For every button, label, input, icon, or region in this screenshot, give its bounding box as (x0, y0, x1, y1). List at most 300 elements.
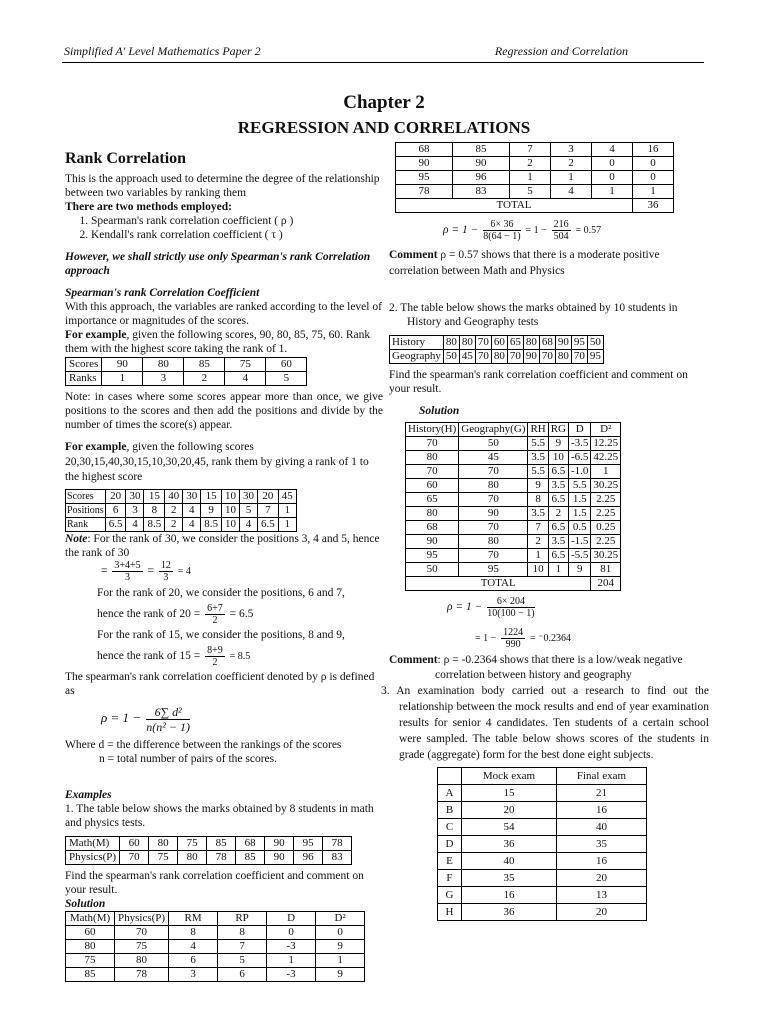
rank1cont-cell: 78 (396, 185, 453, 199)
rank2-cell: 1 (591, 465, 621, 479)
exam-cell: 20 (556, 870, 646, 887)
positions-table (65, 489, 297, 532)
rank1cont-cell: 0 (633, 171, 674, 185)
rank1-row (66, 954, 365, 968)
rank2-cell: -5.5 (569, 549, 591, 563)
score-cell: Scores (66, 358, 102, 372)
positions-cell: 7 (257, 504, 278, 518)
positions-cell: 8.5 (144, 518, 165, 532)
rank2-row (406, 507, 621, 521)
mathphys-cell: 75 (178, 837, 207, 851)
mathphys-cell: Math(M) (66, 837, 120, 851)
example2-text: For example, given the following scores 20,30,15,40,30,15,10,30,20,45, rank them by giving a rank of 1 to the highest score (65, 441, 369, 483)
rank1-cell: 1 (267, 954, 316, 968)
rank-cell: 1 (102, 372, 143, 386)
total-label: TOTAL (396, 199, 633, 213)
methods-list (65, 214, 383, 242)
rank1-cell: 85 (66, 968, 115, 982)
rank-cell: 4 (225, 372, 266, 386)
exam-cell: D (438, 836, 462, 853)
page-title: REGRESSION AND CORRELATIONS (237, 118, 531, 137)
section-heading: Rank Correlation (65, 150, 187, 167)
rank2-cell: 42.25 (591, 451, 621, 465)
rank2-cell: 5.5 (528, 437, 548, 451)
rank2-cell: 1.5 (569, 493, 591, 507)
rank2-cell: 3.5 (528, 507, 548, 521)
rank2-cell: 0.25 (591, 521, 621, 535)
rank2-cell: 50 (406, 563, 459, 577)
where-n: n = total number of pairs of the scores. (99, 753, 277, 765)
exam-cell: 15 (461, 785, 556, 802)
rank1cont-row (396, 185, 674, 199)
exam-header (438, 768, 462, 785)
rank1cont-cell: 16 (633, 143, 674, 157)
rank1cont-cell: 7 (510, 143, 551, 157)
rank1cont-cell: 2 (510, 157, 551, 171)
note-text: Note: in cases where some scores appear more than once, we give positions to the scores and then add the positions and divide by the number of times the score(s) appear. (65, 391, 383, 431)
score-cell: 60 (266, 358, 307, 372)
rank1cont-cell: 5 (510, 185, 551, 199)
rank1cont-cell: 90 (396, 157, 453, 171)
scores-ranks-table (65, 357, 307, 386)
rank2-cell: 70 (406, 437, 459, 451)
positions-cell: Scores (66, 490, 106, 504)
example1-text: For example, given the following scores, 90, 80, 85, 75, 60. Rank them with the highest score taking the rank of 1. (65, 329, 371, 355)
histgeo-cell: 70 (475, 350, 491, 364)
positions-cell: 2 (165, 504, 183, 518)
find1-text: Find the spearman's rank correlation coefficient and comment on your result. (65, 870, 364, 896)
rank1cont-cell: 1 (510, 171, 551, 185)
rank1cont-cell: 95 (396, 171, 453, 185)
exam-cell: H (438, 904, 462, 921)
rank2-cell: 95 (406, 549, 459, 563)
exam-cell: 16 (556, 853, 646, 870)
histgeo-cell: 95 (587, 350, 603, 364)
mathphys-cell: 60 (120, 837, 149, 851)
mathphys-cell: 75 (149, 851, 178, 865)
rank2-cell: 5.5 (569, 479, 591, 493)
histgeo-row (390, 350, 604, 364)
score-cell: 75 (225, 358, 266, 372)
rank2-row (406, 521, 621, 535)
positions-cell: 6.5 (105, 518, 126, 532)
rank2-cell: -3.5 (569, 437, 591, 451)
rank15-formula: hence the rank of 15 = $\frac{8+9}{2}$ = 8.5 (97, 644, 251, 668)
rank2-cell: 80 (459, 535, 528, 549)
rank2-cell: 65 (406, 493, 459, 507)
rank1cont-cell: 0 (592, 157, 633, 171)
rank-solution-table-1 (65, 911, 365, 982)
exam-cell: 16 (556, 802, 646, 819)
rank20-formula: hence the rank of 20 = $\frac{6+7}{2}$ = 6.5 (97, 602, 254, 626)
rank30-formula: = $\frac{3+4+5}{3}$ = $\frac{12}{3}$ = 4 (101, 560, 191, 583)
mathphys-cell: 90 (265, 837, 294, 851)
rank2-row (406, 437, 621, 451)
rank1-cell: 9 (316, 968, 365, 982)
rank1-cell: 78 (115, 968, 169, 982)
positions-cell: 30 (183, 490, 201, 504)
rank1-row (66, 926, 365, 940)
exam-cell: 20 (461, 802, 556, 819)
rank1cont-cell: 3 (551, 143, 592, 157)
rank1-cell: -3 (267, 940, 316, 954)
rank-header: Physics(P) (115, 912, 169, 926)
intro-text: This is the approach used to determine the degree of the relationship between two variables by ranking them (65, 173, 380, 199)
score-cell: 90 (102, 358, 143, 372)
positions-cell: 45 (278, 490, 296, 504)
exam-cell: C (438, 819, 462, 836)
rank2-cell: 3.5 (528, 451, 548, 465)
mathphys-row (66, 837, 352, 851)
rank2-cell: 6.5 (548, 493, 568, 507)
positions-cell: 40 (165, 490, 183, 504)
positions-cell: Positions (67, 505, 104, 516)
rank2-cell: -1.0 (569, 465, 591, 479)
rank2-cell: 70 (406, 465, 459, 479)
histgeo-cell: 95 (571, 336, 587, 350)
rank2-header: Geography(G) (459, 423, 528, 437)
method-spearman: 1. Spearman's rank correlation coefficient ( ρ ) (91, 214, 383, 228)
rank-header: D (267, 912, 316, 926)
positions-cell: 3 (126, 504, 144, 518)
positions-cell: 30 (126, 490, 144, 504)
rank1-cell: 9 (316, 940, 365, 954)
rank1cont-cell: 1 (592, 185, 633, 199)
comment1-text: Comment ρ = 0.57 shows that there is a moderate positive correlation between Math and Physics (389, 249, 660, 277)
histgeo-cell: 70 (571, 350, 587, 364)
rank2-row (406, 549, 621, 563)
exam-cell: 36 (461, 904, 556, 921)
rank2-cell: 95 (459, 563, 528, 577)
rank2-cell: 6.5 (548, 549, 568, 563)
histgeo-cell: 50 (443, 350, 459, 364)
histgeo-cell: 60 (491, 336, 507, 350)
positions-cell: 20 (257, 490, 278, 504)
positions-cell: 20 (105, 490, 126, 504)
positions-cell: 30 (239, 490, 257, 504)
rank2-header: D² (591, 423, 621, 437)
rank-header: RM (169, 912, 218, 926)
positions-cell: 2 (165, 518, 183, 532)
positions-cell: 4 (183, 518, 201, 532)
history-geography-table (389, 335, 604, 364)
rank1cont-cell: 90 (453, 157, 510, 171)
rank2-row (406, 465, 621, 479)
rank2-cell: 80 (459, 479, 528, 493)
rank2-cell: 2 (528, 535, 548, 549)
positions-row (66, 490, 297, 504)
rank2-cell: 2.25 (591, 507, 621, 521)
rank-solution-table-1-cont (395, 142, 674, 213)
exam-row (438, 870, 647, 887)
rank2-cell: 70 (459, 521, 528, 535)
positions-cell: 10 (221, 490, 239, 504)
rank1cont-cell: 1 (551, 171, 592, 185)
rank2-cell: 60 (406, 479, 459, 493)
rank1-row (66, 940, 365, 954)
rho2-formula-a: ρ = 1 − $\frac{6\times 204}{10(100 - 1)}$ (447, 595, 535, 619)
rank1cont-cell: 0 (633, 157, 674, 171)
rank2-cell: 6.5 (548, 465, 568, 479)
histgeo-cell: History (390, 336, 444, 350)
rank2-cell: 3.5 (548, 535, 568, 549)
positions-cell: 1 (278, 504, 296, 518)
rank1-cell: 70 (115, 926, 169, 940)
exam-cell: 40 (556, 819, 646, 836)
definition-text: The spearman's rank correlation coefficient denoted by ρ is defined as (65, 671, 375, 697)
method-kendall: 2. Kendall's rank correlation coefficient ( τ ) (91, 228, 383, 242)
rank2-cell: 9 (528, 479, 548, 493)
score-cell: 80 (143, 358, 184, 372)
chapter-label: Chapter 2 (343, 92, 425, 113)
positions-cell: 10 (221, 518, 239, 532)
positions-cell: Rank (66, 518, 106, 532)
histgeo-cell: 70 (507, 350, 523, 364)
rank2-cell: 9 (569, 563, 591, 577)
histgeo-cell: 80 (555, 350, 571, 364)
rank1-cell: 6 (169, 954, 218, 968)
rank2-cell: 81 (591, 563, 621, 577)
exam-row (438, 904, 647, 921)
mathphys-cell: 96 (294, 851, 323, 865)
positions-cell: 4 (126, 518, 144, 532)
exam-row (438, 785, 647, 802)
rank2-row (406, 535, 621, 549)
rank2-cell: 6.5 (548, 521, 568, 535)
rank-cell: 3 (143, 372, 184, 386)
rank2-header: RG (548, 423, 568, 437)
rank2-cell: 3.5 (548, 479, 568, 493)
note2-text: Note: For the rank of 30, we consider the positions 3, 4 and 5, hence the rank of 30 (65, 533, 380, 559)
rank1-cell: 0 (267, 926, 316, 940)
exam-cell: 36 (461, 836, 556, 853)
rank2-cell: 5.5 (528, 465, 548, 479)
rank20-text: For the rank of 20, we consider the positions, 6 and 7, (97, 587, 345, 599)
mathphys-cell: 95 (294, 837, 323, 851)
exam-results-table (437, 767, 647, 921)
question2: 2. The table below shows the marks obtained by 10 students in History and Geography tests (389, 302, 678, 328)
rank2-cell: 12.25 (591, 437, 621, 451)
rank-header: RP (218, 912, 267, 926)
histgeo-cell: 50 (587, 336, 603, 350)
left-column (65, 150, 383, 982)
rank1cont-cell: 0 (592, 171, 633, 185)
rank-header: D² (316, 912, 365, 926)
rank2-cell: 70 (459, 549, 528, 563)
mathphys-row (66, 851, 352, 865)
positions-row (66, 518, 297, 532)
spearman-formula: ρ = 1 − $\frac{\text{6∑ d²}}{\text{n(n² − 1)}}$ (101, 704, 190, 734)
rank2-cell: 80 (406, 507, 459, 521)
exam-cell: 16 (461, 887, 556, 904)
histgeo-cell: 80 (523, 336, 539, 350)
exam-cell: A (438, 785, 462, 802)
rank1-cell: 80 (115, 954, 169, 968)
rank1cont-cell: 4 (551, 185, 592, 199)
rho1-formula: ρ = 1 − $\frac{6\times 36}{8(64 - 1)}$ = 1 − $\frac{216}{504}$ = 0.57 (443, 218, 602, 242)
rank2-cell: 1.5 (569, 507, 591, 521)
rank-header: Math(M) (66, 912, 115, 926)
rank2-cell: 50 (459, 437, 528, 451)
rank1cont-cell: 4 (592, 143, 633, 157)
rank2-cell: 7 (528, 521, 548, 535)
rank2-cell: 70 (459, 493, 528, 507)
header-right: Regression and Correlation (494, 44, 628, 58)
rank1cont-cell: 96 (453, 171, 510, 185)
rank2-cell: 80 (406, 451, 459, 465)
rank1cont-cell: 85 (453, 143, 510, 157)
total-label: TOTAL (406, 577, 591, 591)
histgeo-cell: 90 (555, 336, 571, 350)
exam-cell: 54 (461, 819, 556, 836)
solution1-heading: Solution (65, 898, 106, 910)
rank2-cell: 9 (548, 437, 568, 451)
mathphys-cell: 80 (178, 851, 207, 865)
rank2-row (406, 451, 621, 465)
rank2-cell: 10 (528, 563, 548, 577)
rank2-header: History(H) (406, 423, 459, 437)
exam-row (438, 836, 647, 853)
rank2-cell: 2.25 (591, 493, 621, 507)
where-d: Where d = the difference between the rankings of the scores (65, 739, 342, 751)
examples-heading: Examples (65, 789, 112, 801)
mathphys-cell: 85 (236, 851, 265, 865)
rank1-cell: 0 (316, 926, 365, 940)
approach-text: With this approach, the variables are ranked according to the level of importance or magnitudes of the scores. (65, 301, 382, 327)
histgeo-cell: 70 (539, 350, 555, 364)
mathphys-cell: 83 (323, 851, 352, 865)
histgeo-cell: 45 (459, 350, 475, 364)
positions-cell: 9 (201, 504, 222, 518)
rank1-cell: 1 (316, 954, 365, 968)
rank2-cell: 70 (459, 465, 528, 479)
rank2-cell: 30.25 (591, 549, 621, 563)
mathphys-cell: Physics(P) (66, 851, 120, 865)
rank1cont-cell: 1 (633, 185, 674, 199)
rank1cont-row (396, 171, 674, 185)
positions-cell: 8.5 (201, 518, 222, 532)
positions-cell: 1 (278, 518, 296, 532)
mathphys-cell: 80 (149, 837, 178, 851)
rank2-row (406, 479, 621, 493)
positions-cell: 15 (201, 490, 222, 504)
rank1-cell: 8 (218, 926, 267, 940)
rank2-cell: 1 (548, 563, 568, 577)
rank2-header: RH (528, 423, 548, 437)
rank1-cell: -3 (267, 968, 316, 982)
methods-label: There are two methods employed: (65, 201, 232, 213)
positions-cell: 4 (239, 518, 257, 532)
rank-cell: 5 (266, 372, 307, 386)
rank2-cell: 90 (459, 507, 528, 521)
exam-header: Final exam (556, 768, 646, 785)
rank-cell: 2 (184, 372, 225, 386)
score-cell: 85 (184, 358, 225, 372)
mathphys-cell: 78 (207, 851, 236, 865)
rank1-cell: 5 (218, 954, 267, 968)
rank2-cell: 68 (406, 521, 459, 535)
rank1-cell: 75 (115, 940, 169, 954)
exam-row (438, 853, 647, 870)
exam-cell: B (438, 802, 462, 819)
rank-solution-table-2 (405, 422, 621, 591)
rank1-cell: 60 (66, 926, 115, 940)
mathphys-cell: 68 (236, 837, 265, 851)
positions-cell: 4 (183, 504, 201, 518)
question3: 3. An examination body carried out a research to find out the relationship between the mock results and end of year examination results for senior 4 candidates. Ten students of a certain school were sampled. The table below shows scores of the students in grade (aggregate) form for the best done eight subjects. (381, 685, 709, 761)
header-rule (62, 62, 704, 63)
histgeo-cell: 80 (443, 336, 459, 350)
however-text: However, we shall strictly use only Spearman's rank Correlation approach (65, 251, 371, 277)
positions-cell: 10 (221, 504, 239, 518)
exam-row (438, 887, 647, 904)
rank1cont-cell: 68 (396, 143, 453, 157)
positions-cell: 5 (239, 504, 257, 518)
rank1-cell: 80 (66, 940, 115, 954)
rank2-cell: 2 (548, 507, 568, 521)
total-value: 204 (591, 577, 621, 591)
histgeo-cell: 80 (491, 350, 507, 364)
rank1-row (66, 968, 365, 982)
rank2-cell: 0.5 (569, 521, 591, 535)
total-value: 36 (633, 199, 674, 213)
math-physics-table (65, 836, 352, 865)
rank2-cell: -1.5 (569, 535, 591, 549)
rank-cell: Ranks (66, 372, 102, 386)
rank1-cell: 8 (169, 926, 218, 940)
rank1-cell: 7 (218, 940, 267, 954)
comment2-text: Comment: ρ = -0.2364 shows that there is a low/weak negative correlation between history and geography (389, 654, 683, 681)
rank2-row (406, 493, 621, 507)
exam-header: Mock exam (461, 768, 556, 785)
histgeo-cell: 80 (459, 336, 475, 350)
rank2-cell: 8 (528, 493, 548, 507)
exam-cell: E (438, 853, 462, 870)
rank1-cell: 4 (169, 940, 218, 954)
exam-cell: 21 (556, 785, 646, 802)
subheading: Spearman's rank Correlation Coefficient (65, 287, 260, 299)
exam-cell: 20 (556, 904, 646, 921)
histgeo-cell: 90 (523, 350, 539, 364)
exam-cell: 40 (461, 853, 556, 870)
histgeo-cell: 68 (539, 336, 555, 350)
positions-cell: 6 (105, 504, 126, 518)
rank2-header: D (569, 423, 591, 437)
positions-row (66, 504, 297, 518)
solution2-heading: Solution (419, 405, 460, 417)
find2-text: Find the spearman's rank correlation coefficient and comment on your result. (389, 369, 688, 395)
rank1cont-cell: 83 (453, 185, 510, 199)
exam-cell: G (438, 887, 462, 904)
histgeo-cell: 65 (507, 336, 523, 350)
exam-cell: 13 (556, 887, 646, 904)
header-left: Simplified A' Level Mathematics Paper 2 (64, 44, 261, 58)
rank2-row (406, 563, 621, 577)
exam-cell: 35 (461, 870, 556, 887)
rank1-cell: 6 (218, 968, 267, 982)
rank2-cell: 1 (528, 549, 548, 563)
rank2-cell: 45 (459, 451, 528, 465)
right-column (381, 142, 709, 921)
rank2-cell: 30.25 (591, 479, 621, 493)
rank2-cell: 90 (406, 535, 459, 549)
positions-cell: 6.5 (257, 518, 278, 532)
rank1cont-cell: 2 (551, 157, 592, 171)
rank1-cell: 75 (66, 954, 115, 968)
histgeo-cell: 70 (475, 336, 491, 350)
histgeo-cell: Geography (390, 350, 444, 364)
rank2-cell: 10 (548, 451, 568, 465)
